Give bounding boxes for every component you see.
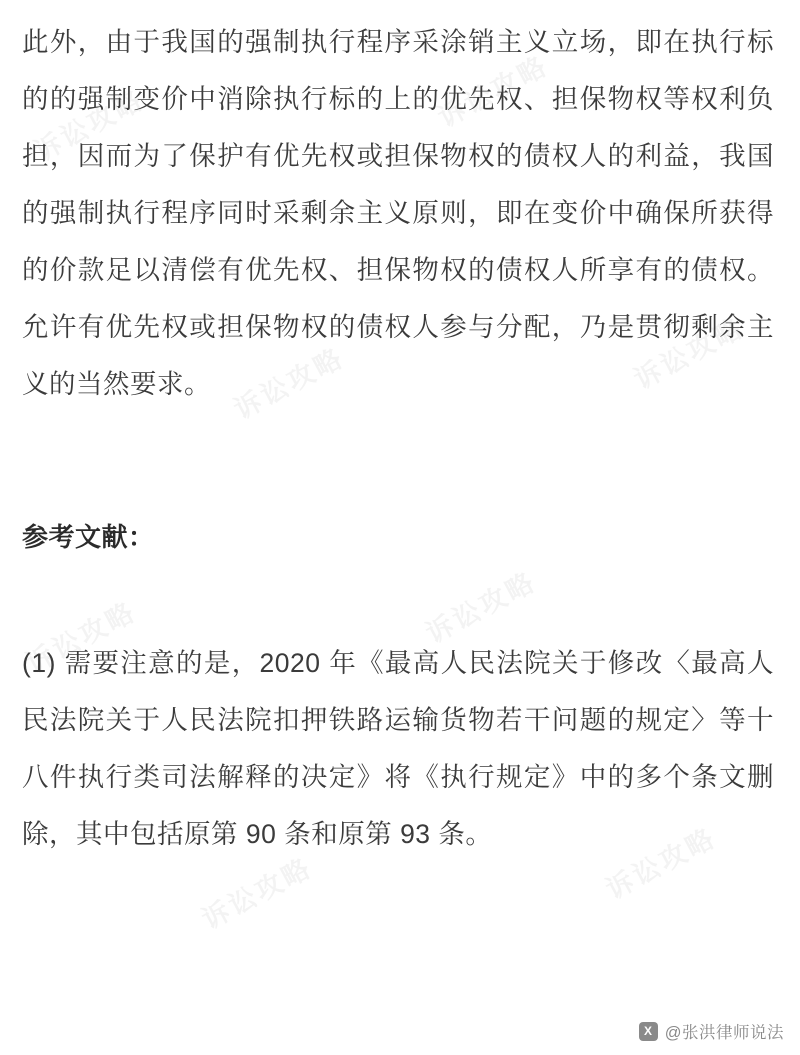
account-signature	[639, 1019, 784, 1043]
section-spacer	[22, 557, 774, 635]
account-badge-icon: X	[639, 1022, 658, 1041]
section-spacer	[22, 413, 774, 517]
account-name: @张洪律师说法	[664, 1024, 784, 1042]
body-paragraph: 此外，由于我国的强制执行程序采涂销主义立场，即在执行标的的强制变价中消除执行标的上的优先权、担保物权等权利负担，因而为了保护有优先权或担保物权的债权人的利益，我国的强制执行程序同时采剩余主义原则，即在变价中确保所获得的价款足以清偿有优先权、担保物权的债权人所享有的债权。允许有优先权或担保物权的债权人参与分配，乃是贯彻剩余主义的当然要求。	[22, 27, 774, 399]
reference-item: (1) 需要注意的是，2020 年《最高人民法院关于修改〈最高人民法院关于人民法院扣押铁路运输货物若干问题的规定〉等十八件执行类司法解释的决定》将《执行规定》中的多个条文删除，其中包括原第 90 条和原第 93 条。	[22, 648, 774, 849]
reference-heading: 参考文献：	[22, 522, 155, 552]
